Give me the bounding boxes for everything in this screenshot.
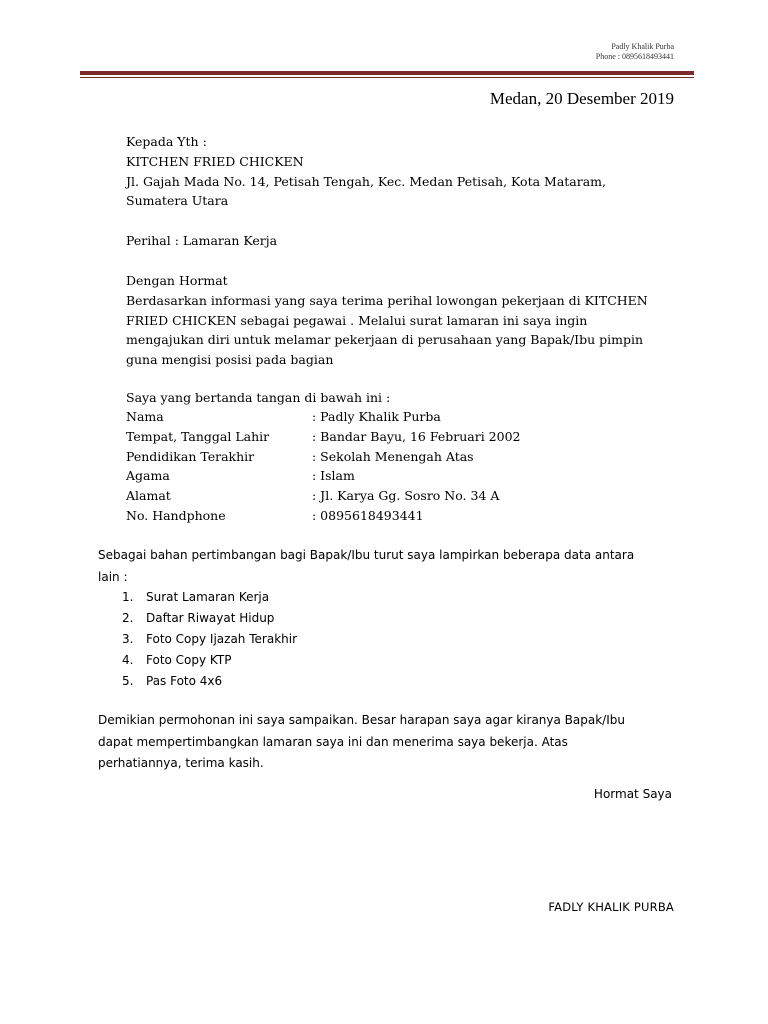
list-item [122,587,297,608]
identity-value: : Jl. Karya Gg. Sosro No. 34 A [312,488,500,504]
attachments-list [122,587,297,692]
identity-label: No. Handphone [126,507,226,523]
closing-paragraph [98,710,678,775]
identity-label: Alamat [126,488,171,504]
letterhead-phone: Phone : 0895618493441 [595,52,674,61]
greeting: Dengan Hormat [126,273,228,288]
identity-label: Pendidikan Terakhir [126,448,255,464]
closing-line: Demikian permohonan ini saya sampaikan. Besar harapan saya agar kiranya Bapak/Ibu [98,713,625,727]
closing-regards: Hormat Saya [593,787,672,801]
identity-row [126,506,520,526]
identity-label: Agama [126,468,170,484]
identity-label: Tempat, Tanggal Lahir [126,428,270,444]
list-item-text: Daftar Riwayat Hidup [146,611,275,625]
recipient-address-line: Jl. Gajah Mada No. 14, Petisah Tengah, Kec. Medan Petisah, Kota Mataram, [126,173,607,189]
opening-paragraph [126,271,686,370]
identity-row [126,447,520,467]
identity-table [126,407,520,526]
identity-intro: Saya yang bertanda tangan di bawah ini : [126,390,391,405]
list-item-text: Pas Foto 4x6 [146,674,223,688]
attachments-intro [98,545,678,588]
list-item-text: Foto Copy KTP [146,653,232,667]
subject-block [126,231,686,251]
list-item-number: 2. [122,611,134,625]
identity-row [126,486,520,506]
header-rule-thin [80,77,694,78]
list-item-number: 3. [122,632,134,646]
recipient-company: KITCHEN FRIED CHICKEN [126,153,304,169]
list-item-number: 4. [122,653,134,667]
letter-date: Medan, 20 Desember 2019 [489,89,674,108]
identity-value: : Sekolah Menengah Atas [312,448,474,464]
identity-value: : 0895618493441 [312,507,424,523]
list-item [122,650,297,671]
header-rule-thick [80,71,694,75]
recipient-block [126,132,686,211]
list-item-number: 1. [122,590,134,604]
opening-line: FRIED CHICKEN sebagai pegawai . Melalui surat lamaran ini saya ingin [126,312,588,328]
identity-row [126,427,520,447]
opening-line: Berdasarkan informasi yang saya terima perihal lowongan pekerjaan di KITCHEN [126,292,648,308]
identity-row [126,466,520,486]
list-item [122,608,297,629]
identity-value: : Bandar Bayu, 16 Februari 2002 [312,428,521,444]
list-item-text: Foto Copy Ijazah Terakhir [146,632,298,646]
recipient-salutation: Kepada Yth : [126,134,207,149]
recipient-address-line: Sumatera Utara [126,193,229,209]
identity-value: : Islam [312,468,355,484]
list-item-number: 5. [122,674,134,688]
identity-label: Nama [126,409,164,424]
letterhead-name: Padly Khalik Purba [611,42,674,51]
signer-name: FADLY KHALIK PURBA [548,900,674,914]
attachments-intro-line: Sebagai bahan pertimbangan bagi Bapak/Ibu turut saya lampirkan beberapa data antara [98,548,635,562]
opening-line: mengajukan diri untuk melamar pekerjaan di perusahaan yang Bapak/Ibu pimpin [126,332,644,348]
list-item [122,629,297,650]
attachments-intro-line: lain : [98,569,128,584]
letterhead [596,42,674,62]
identity-row [126,407,520,427]
list-item-text: Surat Lamaran Kerja [146,590,270,604]
letter-subject: Perihal : Lamaran Kerja [126,233,278,248]
closing-line: dapat mempertimbangkan lamaran saya ini dan menerima saya bekerja. Atas [98,734,568,749]
identity-value: : Padly Khalik Purba [312,409,441,424]
closing-line: perhatiannya, terima kasih. [98,756,264,770]
opening-line: guna mengisi posisi pada bagian [126,352,334,368]
list-item [122,671,297,692]
